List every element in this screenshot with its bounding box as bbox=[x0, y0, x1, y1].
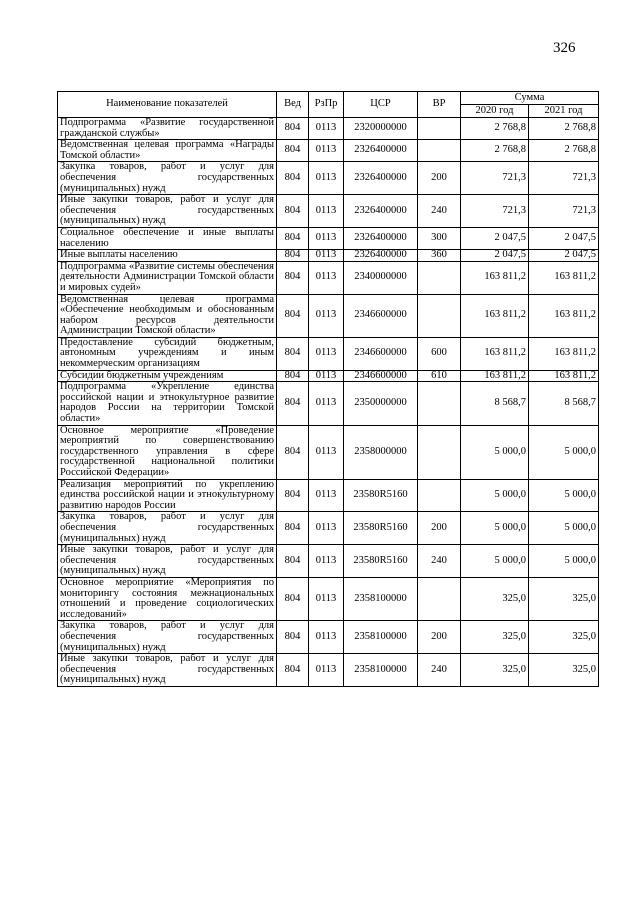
row-csr: 2346600000 bbox=[344, 337, 418, 370]
row-ved: 804 bbox=[277, 250, 309, 262]
table-row bbox=[58, 577, 599, 620]
row-vr: 240 bbox=[418, 195, 461, 228]
row-name: Подпрограмма «Развитие системы обеспечения деятельности Администрации Томской области и мировых судей» bbox=[58, 261, 277, 294]
row-amount-2021: 721,3 bbox=[529, 162, 599, 195]
row-ved: 804 bbox=[277, 654, 309, 687]
table-row bbox=[58, 479, 599, 512]
row-amount-2021: 5 000,0 bbox=[529, 545, 599, 578]
row-vr: 240 bbox=[418, 545, 461, 578]
row-amount-2021: 5 000,0 bbox=[529, 479, 599, 512]
row-vr: 200 bbox=[418, 512, 461, 545]
row-amount-2020: 5 000,0 bbox=[461, 479, 529, 512]
row-csr: 2326400000 bbox=[344, 162, 418, 195]
row-ved: 804 bbox=[277, 479, 309, 512]
row-vr: 610 bbox=[418, 370, 461, 382]
row-amount-2020: 721,3 bbox=[461, 195, 529, 228]
row-amount-2021: 325,0 bbox=[529, 621, 599, 654]
row-amount-2020: 8 568,7 bbox=[461, 382, 529, 425]
row-csr: 2346600000 bbox=[344, 370, 418, 382]
row-rzpr: 0113 bbox=[309, 621, 344, 654]
row-csr: 2326400000 bbox=[344, 250, 418, 262]
row-amount-2020: 163 811,2 bbox=[461, 294, 529, 337]
row-vr: 300 bbox=[418, 227, 461, 249]
table-row bbox=[58, 337, 599, 370]
row-rzpr: 0113 bbox=[309, 261, 344, 294]
row-ved: 804 bbox=[277, 425, 309, 479]
row-vr bbox=[418, 118, 461, 140]
page-number: 326 bbox=[553, 40, 576, 56]
row-ved: 804 bbox=[277, 577, 309, 620]
row-ved: 804 bbox=[277, 118, 309, 140]
row-vr bbox=[418, 261, 461, 294]
row-rzpr: 0113 bbox=[309, 337, 344, 370]
header-rzpr: РзПр bbox=[309, 92, 344, 118]
budget-table bbox=[57, 91, 599, 687]
row-rzpr: 0113 bbox=[309, 227, 344, 249]
table-header bbox=[58, 92, 599, 118]
row-rzpr: 0113 bbox=[309, 479, 344, 512]
row-ved: 804 bbox=[277, 140, 309, 162]
row-amount-2021: 5 000,0 bbox=[529, 512, 599, 545]
row-csr: 2326400000 bbox=[344, 140, 418, 162]
row-name: Иные выплаты населению bbox=[58, 250, 277, 262]
row-rzpr: 0113 bbox=[309, 512, 344, 545]
header-vr: ВР bbox=[418, 92, 461, 118]
row-csr: 2346600000 bbox=[344, 294, 418, 337]
row-ved: 804 bbox=[277, 370, 309, 382]
row-name: Закупка товаров, работ и услуг для обеспечения государственных (муниципальных) нужд bbox=[58, 621, 277, 654]
row-ved: 804 bbox=[277, 337, 309, 370]
table-row bbox=[58, 425, 599, 479]
row-amount-2020: 5 000,0 bbox=[461, 545, 529, 578]
row-name: Закупка товаров, работ и услуг для обеспечения государственных (муниципальных) нужд bbox=[58, 512, 277, 545]
row-amount-2020: 2 047,5 bbox=[461, 250, 529, 262]
row-csr: 2326400000 bbox=[344, 195, 418, 228]
row-csr: 2358100000 bbox=[344, 577, 418, 620]
row-amount-2020: 325,0 bbox=[461, 577, 529, 620]
row-rzpr: 0113 bbox=[309, 370, 344, 382]
row-amount-2021: 2 047,5 bbox=[529, 250, 599, 262]
row-vr bbox=[418, 425, 461, 479]
table-row bbox=[58, 512, 599, 545]
row-amount-2020: 2 768,8 bbox=[461, 118, 529, 140]
row-amount-2021: 325,0 bbox=[529, 654, 599, 687]
table-row bbox=[58, 654, 599, 687]
row-ved: 804 bbox=[277, 294, 309, 337]
row-amount-2020: 163 811,2 bbox=[461, 370, 529, 382]
row-amount-2021: 163 811,2 bbox=[529, 370, 599, 382]
table-row bbox=[58, 227, 599, 249]
row-csr: 23580R5160 bbox=[344, 479, 418, 512]
row-amount-2021: 163 811,2 bbox=[529, 261, 599, 294]
table-row bbox=[58, 162, 599, 195]
header-csr: ЦСР bbox=[344, 92, 418, 118]
row-ved: 804 bbox=[277, 195, 309, 228]
row-name: Подпрограмма «Укрепление единства российской нации и этнокультурное развитие народов России на территории Томской области» bbox=[58, 382, 277, 425]
row-amount-2021: 8 568,7 bbox=[529, 382, 599, 425]
table-row bbox=[58, 545, 599, 578]
row-amount-2021: 325,0 bbox=[529, 577, 599, 620]
row-name: Ведомственная целевая программа «Обеспечение необходимым и обоснованным набором ресурсов деятельности Администрации Томской области» bbox=[58, 294, 277, 337]
row-vr: 200 bbox=[418, 162, 461, 195]
row-rzpr: 0113 bbox=[309, 195, 344, 228]
row-amount-2020: 721,3 bbox=[461, 162, 529, 195]
row-rzpr: 0113 bbox=[309, 250, 344, 262]
row-ved: 804 bbox=[277, 512, 309, 545]
row-vr bbox=[418, 479, 461, 512]
row-amount-2020: 163 811,2 bbox=[461, 261, 529, 294]
table-row bbox=[58, 294, 599, 337]
row-ved: 804 bbox=[277, 227, 309, 249]
table-row bbox=[58, 370, 599, 382]
table-body bbox=[58, 118, 599, 687]
row-ved: 804 bbox=[277, 261, 309, 294]
row-amount-2020: 325,0 bbox=[461, 654, 529, 687]
row-rzpr: 0113 bbox=[309, 140, 344, 162]
table-row bbox=[58, 621, 599, 654]
row-rzpr: 0113 bbox=[309, 294, 344, 337]
header-sum: Сумма bbox=[461, 92, 599, 105]
row-name: Ведомственная целевая программа «Награды Томской области» bbox=[58, 140, 277, 162]
row-amount-2020: 2 047,5 bbox=[461, 227, 529, 249]
row-amount-2021: 2 047,5 bbox=[529, 227, 599, 249]
header-year-2021: 2021 год bbox=[529, 105, 599, 118]
row-vr bbox=[418, 382, 461, 425]
row-rzpr: 0113 bbox=[309, 545, 344, 578]
row-amount-2020: 163 811,2 bbox=[461, 337, 529, 370]
row-amount-2020: 5 000,0 bbox=[461, 425, 529, 479]
row-vr: 360 bbox=[418, 250, 461, 262]
row-ved: 804 bbox=[277, 162, 309, 195]
row-name: Закупка товаров, работ и услуг для обеспечения государственных (муниципальных) нужд bbox=[58, 162, 277, 195]
row-amount-2021: 163 811,2 bbox=[529, 337, 599, 370]
row-name: Субсидии бюджетным учреждениям bbox=[58, 370, 277, 382]
header-ved: Вед bbox=[277, 92, 309, 118]
row-csr: 2340000000 bbox=[344, 261, 418, 294]
row-ved: 804 bbox=[277, 545, 309, 578]
table-row bbox=[58, 261, 599, 294]
row-name: Реализация мероприятий по укреплению единства российской нации и этнокультурному развитию народов России bbox=[58, 479, 277, 512]
row-csr: 23580R5160 bbox=[344, 512, 418, 545]
row-rzpr: 0113 bbox=[309, 654, 344, 687]
row-vr: 240 bbox=[418, 654, 461, 687]
row-amount-2021: 721,3 bbox=[529, 195, 599, 228]
row-name: Иные закупки товаров, работ и услуг для обеспечения государственных (муниципальных) нужд bbox=[58, 195, 277, 228]
row-ved: 804 bbox=[277, 621, 309, 654]
row-amount-2021: 2 768,8 bbox=[529, 140, 599, 162]
row-amount-2020: 5 000,0 bbox=[461, 512, 529, 545]
header-year-2020: 2020 год bbox=[461, 105, 529, 118]
row-vr bbox=[418, 577, 461, 620]
row-vr: 200 bbox=[418, 621, 461, 654]
row-ved: 804 bbox=[277, 382, 309, 425]
row-name: Социальное обеспечение и иные выплаты населению bbox=[58, 227, 277, 249]
row-amount-2020: 325,0 bbox=[461, 621, 529, 654]
row-name: Иные закупки товаров, работ и услуг для обеспечения государственных (муниципальных) нужд bbox=[58, 654, 277, 687]
row-amount-2021: 163 811,2 bbox=[529, 294, 599, 337]
row-rzpr: 0113 bbox=[309, 118, 344, 140]
table-row bbox=[58, 118, 599, 140]
row-csr: 2350000000 bbox=[344, 382, 418, 425]
row-amount-2020: 2 768,8 bbox=[461, 140, 529, 162]
row-name: Основное мероприятие «Проведение мероприятий по совершенствованию государственного управления в сфере государственной национальной политики Российской Федерации» bbox=[58, 425, 277, 479]
table-row bbox=[58, 382, 599, 425]
row-csr: 2326400000 bbox=[344, 227, 418, 249]
row-name: Основное мероприятие «Мероприятия по мониторингу состояния межнациональных отношений и проведение социологических исследований» bbox=[58, 577, 277, 620]
row-csr: 23580R5160 bbox=[344, 545, 418, 578]
row-vr bbox=[418, 140, 461, 162]
row-csr: 2358000000 bbox=[344, 425, 418, 479]
row-csr: 2358100000 bbox=[344, 621, 418, 654]
row-csr: 2320000000 bbox=[344, 118, 418, 140]
row-name: Подпрограмма «Развитие государственной гражданской службы» bbox=[58, 118, 277, 140]
row-csr: 2358100000 bbox=[344, 654, 418, 687]
row-rzpr: 0113 bbox=[309, 382, 344, 425]
table-row bbox=[58, 140, 599, 162]
row-rzpr: 0113 bbox=[309, 425, 344, 479]
row-amount-2021: 2 768,8 bbox=[529, 118, 599, 140]
row-rzpr: 0113 bbox=[309, 162, 344, 195]
header-name: Наименование показателей bbox=[58, 92, 277, 118]
row-amount-2021: 5 000,0 bbox=[529, 425, 599, 479]
row-vr: 600 bbox=[418, 337, 461, 370]
row-rzpr: 0113 bbox=[309, 577, 344, 620]
row-name: Иные закупки товаров, работ и услуг для обеспечения государственных (муниципальных) нужд bbox=[58, 545, 277, 578]
row-vr bbox=[418, 294, 461, 337]
table-row bbox=[58, 250, 599, 262]
table-row bbox=[58, 195, 599, 228]
row-name: Предоставление субсидий бюджетным, автономным учреждениям и иным некоммерческим организациям bbox=[58, 337, 277, 370]
